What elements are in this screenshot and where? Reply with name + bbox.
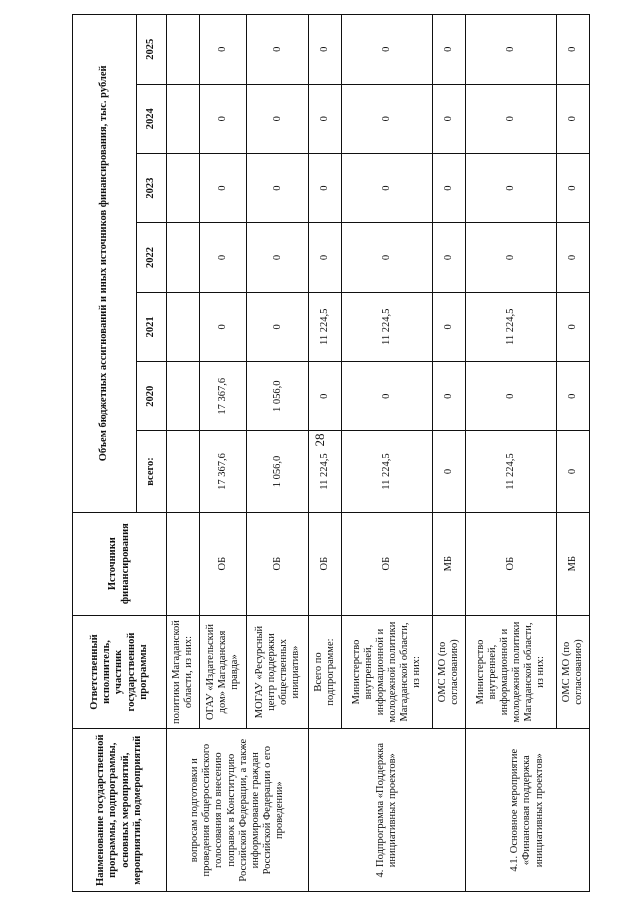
cell-value: 0: [199, 153, 246, 222]
cell-value: 0: [465, 153, 556, 222]
header-year: 2025: [137, 15, 167, 85]
row-source: ОБ: [341, 512, 432, 615]
row-executor: политики Магаданской области, из них:: [167, 615, 200, 729]
cell-value: 0: [433, 362, 466, 431]
row-source: МБ: [433, 512, 466, 615]
cell-value: 11 224,5: [309, 431, 342, 512]
cell-value: 0: [465, 84, 556, 153]
row-executor: Министерство внутренней, информационной и молодежной политики Магаданской области, из них:: [465, 615, 556, 729]
cell-value: 0: [557, 431, 590, 512]
row-executor: Министерство внутренней, информационной и молодежной политики Магаданской области, из них:: [341, 615, 432, 729]
cell-value: 0: [247, 15, 309, 85]
header-year: 2022: [137, 223, 167, 292]
table-row: [465, 15, 556, 892]
table-row: [309, 15, 342, 892]
row-source: МБ: [557, 512, 590, 615]
cell-value: 0: [433, 153, 466, 222]
header-budget: Объем бюджетных ассигнований и иных источников финансирования, тыс. рублей: [73, 15, 137, 513]
cell-value: 11 224,5: [465, 431, 556, 512]
cell-value: [167, 431, 200, 512]
cell-value: 0: [557, 15, 590, 85]
cell-value: 0: [341, 84, 432, 153]
cell-value: 0: [341, 223, 432, 292]
cell-value: 17 367,6: [199, 362, 246, 431]
cell-value: 0: [465, 362, 556, 431]
cell-value: 0: [433, 431, 466, 512]
cell-value: 0: [433, 84, 466, 153]
header-executor: Ответственный исполнитель, участник государственной программы: [73, 615, 167, 729]
row-executor: Всего по подпрограмме:: [309, 615, 342, 729]
cell-value: 0: [465, 15, 556, 85]
row-executor: ОМС МО (по согласованию): [433, 615, 466, 729]
cell-value: 17 367,6: [199, 431, 246, 512]
cell-value: 11 224,5: [341, 431, 432, 512]
cell-value: 0: [199, 15, 246, 85]
header-year: 2023: [137, 153, 167, 222]
cell-value: 0: [557, 153, 590, 222]
cell-value: [167, 15, 200, 85]
rotated-table-container: [72, 14, 590, 892]
cell-value: 1 056,0: [247, 431, 309, 512]
header-total: всего:: [137, 431, 167, 512]
cell-value: [167, 223, 200, 292]
cell-value: 11 224,5: [309, 292, 342, 361]
cell-value: [167, 153, 200, 222]
cell-value: 0: [309, 84, 342, 153]
row-source: ОБ: [247, 512, 309, 615]
cell-value: 0: [557, 84, 590, 153]
cell-value: 0: [199, 223, 246, 292]
cell-value: 11 224,5: [341, 292, 432, 361]
table-row: [167, 15, 200, 892]
header-name: Наименование государственной программы, подпрограммы, основных мероприятий, мероприятий, подмероприятий: [73, 729, 167, 892]
row-source: ОБ: [465, 512, 556, 615]
cell-value: 0: [199, 84, 246, 153]
cell-value: 0: [433, 223, 466, 292]
row-executor: ОМС МО (по согласованию): [557, 615, 590, 729]
cell-value: 0: [433, 292, 466, 361]
row-executor: ОГАУ «Издательский дом» Магаданская правда»: [199, 615, 246, 729]
cell-value: 0: [309, 223, 342, 292]
row-executor: МОГАУ «Ресурсный центр поддержки общественных инициатив»: [247, 615, 309, 729]
cell-value: 0: [309, 15, 342, 85]
cell-value: 1 056,0: [247, 362, 309, 431]
cell-value: 0: [247, 84, 309, 153]
cell-value: 11 224,5: [465, 292, 556, 361]
cell-value: [167, 292, 200, 361]
page-number: 28: [312, 433, 327, 447]
header-year: 2021: [137, 292, 167, 361]
header-source: Источники финансирования: [73, 512, 167, 615]
cell-value: [167, 362, 200, 431]
header-year: 2024: [137, 84, 167, 153]
cell-value: 0: [199, 292, 246, 361]
cell-value: 0: [557, 362, 590, 431]
row-name: 4. Подпрограмма «Поддержка инициативных проектов»: [309, 729, 466, 892]
cell-value: [167, 84, 200, 153]
cell-value: 0: [247, 153, 309, 222]
cell-value: 0: [309, 362, 342, 431]
header-year: 2020: [137, 362, 167, 431]
cell-value: 0: [341, 153, 432, 222]
financing-table: [72, 14, 590, 892]
cell-value: 0: [557, 223, 590, 292]
cell-value: 0: [433, 15, 466, 85]
row-name: 4.1. Основное мероприятие «Финансовая поддержка инициативных проектов»: [465, 729, 589, 892]
row-source: ОБ: [199, 512, 246, 615]
row-source: ОБ: [309, 512, 342, 615]
cell-value: 0: [247, 292, 309, 361]
cell-value: 0: [341, 15, 432, 85]
cell-value: 0: [309, 153, 342, 222]
row-name: вопросам подготовки и проведения общероссийского голосования по внесению поправок в Конституцию Российской Федерации, а также информирование граждан Российской Федерации о его проведении»: [167, 729, 309, 892]
row-source: [167, 512, 200, 615]
cell-value: 0: [247, 223, 309, 292]
cell-value: 0: [557, 292, 590, 361]
cell-value: 0: [465, 223, 556, 292]
cell-value: 0: [341, 362, 432, 431]
